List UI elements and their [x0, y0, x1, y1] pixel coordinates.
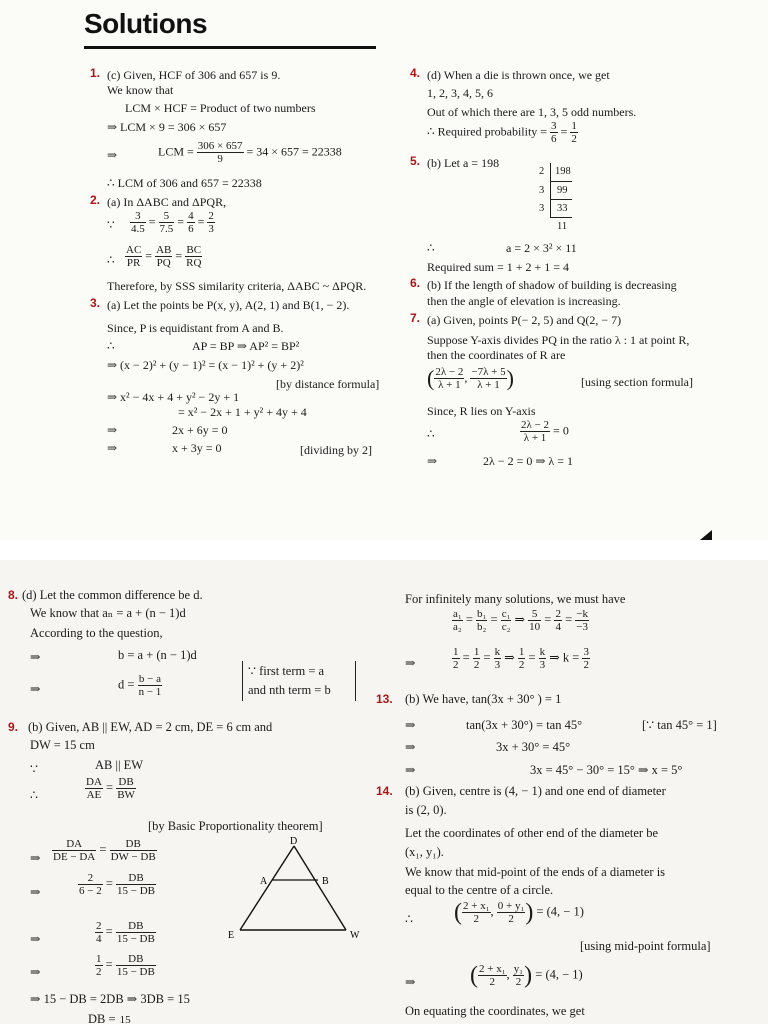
q9-arrow7: ⇒ — [30, 885, 41, 899]
q2-bc-n: BC — [186, 244, 202, 256]
q13-line2-note: [∵ tan 45° = 1] — [642, 718, 717, 732]
q5-therefore: ∴ — [427, 241, 435, 255]
q9-line5: [by Basic Proportionality theorem] — [148, 819, 323, 833]
q9-l7-n1: 2 — [78, 872, 103, 885]
q12-k-frac — [575, 608, 589, 633]
q1-line1: (c) Given, HCF of 306 and 657 is 9. — [107, 68, 281, 82]
q3-line6: ⇒ x² − 4x + 4 + y² − 2y + 1 — [107, 390, 240, 404]
q1-lcm-result: = 34 × 657 = 22338 — [246, 144, 342, 159]
q9-l7-f1 — [78, 872, 103, 897]
q9-l4-f2 — [116, 776, 136, 801]
q9-line6: $\frac{DA}{DE - DA}$ = $\frac{DB}{DW - DB}$ — [53, 838, 156, 863]
q14-l7-d1: 2 — [473, 913, 480, 925]
q7-line6 — [520, 419, 569, 444]
q2-line1: (a) In ΔABC and ΔPQR, — [107, 195, 227, 209]
q9-number: 9. — [8, 720, 19, 734]
q5-div-h2 — [550, 199, 572, 200]
q7-eq-d: λ + 1 — [523, 432, 547, 444]
q12-line1: For infinitely many solutions, we must have — [405, 592, 626, 606]
q14-l9-n2: y₁ — [513, 963, 524, 975]
q4-f2-n: 1 — [571, 120, 577, 132]
q9-line3: AB || EW — [95, 758, 144, 772]
q14-line8: [using mid-point formula] — [580, 939, 711, 953]
q3-line1: (a) Let the points be P(x, y), A(2, 1) and B(1, − 2). — [107, 298, 350, 312]
q2-fd-n: 2 — [208, 210, 214, 222]
q7-line7: 2λ − 2 = 0 ⇒ λ = 1 — [483, 454, 573, 468]
q4-line3: Out of which there are 1, 3, 5 odd numbers. — [427, 105, 637, 119]
q7-cx-d: λ + 1 — [438, 379, 461, 391]
q4-line2: 1, 2, 3, 4, 5, 6 — [427, 86, 493, 100]
q5-div-h3 — [550, 217, 572, 218]
q12-ratio-row: $\frac{\text{a₁}}{\text{a₂}}$ = $\frac{\text{b₁}}{\text{b₂}}$ = $\frac{\text{c₁}}{\text{c₂}}$ ⇒ $\frac{5}{10}$ = $\frac{2}{4}$ = $\frac{-k}{-3}$ — [453, 608, 588, 633]
q9-l7-d2: 15 − DB — [117, 885, 156, 897]
q14-line10: On equating the coordinates, we get — [405, 1004, 585, 1018]
q14-l9-f1 — [478, 963, 507, 988]
q13-arrow2: ⇒ — [405, 718, 416, 732]
q14-l7-rparen: ) — [525, 899, 534, 926]
q14-l9-result: = (4, − 1) — [535, 967, 583, 982]
q12-5-n: 5 — [528, 608, 541, 621]
q7-cx — [434, 366, 464, 391]
q7-eq-zero: = 0 — [553, 423, 569, 438]
q12-k-d: −3 — [576, 621, 588, 633]
q9-arrow9: ⇒ — [30, 965, 41, 979]
q5-div-vline — [550, 163, 551, 217]
q3-line2: Since, P is equidistant from A and B. — [107, 321, 284, 335]
q9-l4-d1: AE — [86, 789, 102, 801]
q1-lcm-label: LCM = — [158, 144, 194, 159]
q12-row2: $\frac{1}{2}$ = $\frac{1}{2}$ = $\frac{k}{3}$ ⇒ $\frac{1}{2}$ = $\frac{k}{3}$ ⇒ k = $\frac{3}{2}$ — [453, 646, 589, 671]
q6-line1: (b) If the length of shadow of building is decreasing — [427, 278, 677, 292]
q3-number: 3. — [90, 296, 101, 310]
q5-div-3b: 3 — [539, 203, 545, 214]
q9-line2: DW = 15 cm — [30, 738, 95, 752]
q14-line6: equal to the centre of a circle. — [405, 883, 554, 897]
q1-line6: ∴ LCM of 306 and 657 = 22338 — [107, 176, 262, 190]
q9-l9-d1: 2 — [96, 966, 102, 978]
q9-l6-d1: DE − DA — [53, 851, 96, 863]
q4-line4: ∴ Required probability = $\frac{3}{6}$ = $\frac{1}{2}$ — [427, 120, 577, 145]
q1-denominator: 9 — [217, 153, 223, 165]
q9-line10: ⇒ 15 − DB = 2DB ⇒ 3DB = 15 — [30, 992, 190, 1006]
q12-2-n: 2 — [555, 608, 561, 620]
q13-line1: (b) We have, tan(3x + 30° ) = 1 — [405, 692, 562, 706]
q14-l7-lparen: ( — [454, 899, 462, 926]
q14-l9-n1: 2 + x₁ — [479, 963, 506, 975]
q7-section-note: [using section formula] — [581, 375, 693, 389]
q8-bracket-line1: ∵ first term = a — [248, 664, 325, 678]
q3-line7: = x² − 2x + 1 + y² + 4y + 4 — [178, 405, 307, 419]
q12-r2-n2: 1 — [473, 646, 480, 658]
q7-therefore: ∴ — [427, 427, 435, 441]
q13-line3: 3x + 30° = 45° — [496, 740, 571, 754]
q9-fig-label-a: A — [260, 876, 268, 887]
q9-arrow8: ⇒ — [30, 932, 41, 946]
q3-line9-note: [dividing by 2] — [300, 443, 372, 457]
q14-line9: ( $\frac{\text{2 + x₁}}{2}$ , $\frac{\text{y₁}}{2}$ ) = (4, − 1) — [470, 962, 583, 989]
q2-fb-n: 5 — [159, 210, 175, 223]
q5-div-198: 198 — [555, 166, 571, 177]
q7-cy-d: λ + 1 — [477, 379, 500, 391]
q9-l6-f2 — [110, 838, 157, 863]
q12-r2-d4: 2 — [518, 659, 525, 671]
bottom-page — [0, 560, 768, 1024]
q4-number: 4. — [410, 66, 421, 80]
q7-line1: (a) Given, points P(− 2, 5) and Q(2, − 7) — [427, 313, 622, 327]
q2-ab-d: PQ — [156, 257, 171, 269]
q9-fig-label-w: W — [350, 930, 360, 940]
q13-number: 13. — [376, 692, 393, 706]
q9-line1: (b) Given, AB || EW, AD = 2 cm, DE = 6 cm and — [28, 720, 273, 734]
q8-number: 8. — [8, 588, 19, 602]
q9-l6-n2: DB — [110, 838, 157, 851]
q12-r2-d5: 3 — [539, 659, 546, 671]
q8-line1: (d) Let the common difference be d. — [22, 588, 203, 602]
q9-l9-f2 — [116, 953, 156, 978]
q2-ratio-row2: $\frac{AC}{PR}$ = $\frac{AB}{PQ}$ = $\frac{BC}{RQ}$ — [126, 244, 202, 269]
q5-line3: Required sum = 1 + 2 + 1 = 4 — [427, 260, 570, 274]
q9-l8-d2: 15 − DB — [116, 933, 155, 945]
q9-l7-f2 — [116, 872, 156, 897]
q5-div-11: 11 — [557, 221, 568, 232]
q2-bc-d: RQ — [186, 257, 202, 269]
q12-r2-n5: k — [539, 646, 546, 658]
q12-r2-f1 — [452, 646, 460, 671]
q12-5-frac — [528, 608, 541, 633]
q12-arrow: ⇒ — [405, 656, 416, 670]
q1-number: 1. — [90, 66, 101, 80]
q7-number: 7. — [410, 311, 421, 325]
q2-therefore: ∴ — [107, 253, 115, 267]
q9-l8-n2: DB — [116, 920, 156, 933]
q9-therefore: ∴ — [30, 788, 38, 802]
q8-d-d: n − 1 — [138, 686, 162, 698]
q7-eq-frac — [520, 419, 550, 444]
q8-d-label: d = — [118, 677, 135, 692]
q2-ac-n: AC — [126, 244, 142, 256]
q5-number: 5. — [410, 154, 421, 168]
q2-number: 2. — [90, 193, 101, 207]
q9-line9: $\frac{1}{2}$ = $\frac{DB}{15 - DB}$ — [96, 953, 155, 978]
q5-div-h1 — [550, 181, 572, 182]
q9-l9-f1 — [95, 953, 103, 978]
q1-arrow: ⇒ — [107, 148, 118, 162]
q9-line4: $\frac{DA}{AE}$ = $\frac{DB}{BW}$ — [86, 776, 135, 801]
q2-fb-d: 7.5 — [159, 223, 174, 235]
q14-line5: We know that mid-point of the ends of a diameter is — [405, 865, 666, 879]
q8-arrow5: ⇒ — [30, 682, 41, 696]
q12-r2-f2 — [473, 646, 481, 671]
page-gap — [0, 540, 768, 560]
q12-c-frac — [501, 608, 512, 633]
q3-therefore: ∴ — [107, 339, 115, 353]
q9-fig-label-e: E — [228, 930, 235, 940]
q14-line7: ( $\frac{\text{2 + x₁}}{2}$ , $\frac{\text{0 + y₁}}{2}$ ) = (4, − 1) — [454, 899, 584, 926]
q14-l9-rparen: ) — [524, 962, 533, 989]
q2-frac-c — [187, 210, 195, 235]
q8-arrow4: ⇒ — [30, 650, 41, 664]
q12-c-d: c₂ — [501, 621, 511, 633]
q14-line1: (b) Given, centre is (4, − 1) and one end of diameter — [405, 784, 666, 798]
q8-bracket-line2: and nth term = b — [248, 683, 331, 697]
q9-l9-n1: 1 — [96, 953, 102, 965]
q14-l9-lparen: ( — [470, 962, 478, 989]
q12-2-frac — [554, 608, 562, 633]
q12-b-d: b₂ — [477, 621, 487, 633]
q5-div-3a: 3 — [539, 185, 545, 196]
q1-numerator: 306 × 657 — [197, 140, 243, 152]
q13-arrow3: ⇒ — [405, 740, 416, 754]
q13-arrow4: ⇒ — [405, 763, 416, 777]
q9-line7: $\frac{2}{6 - 2}$ = $\frac{DB}{15 - DB}$ — [79, 872, 156, 897]
q12-5-d: 10 — [529, 621, 541, 633]
q14-arrow9: ⇒ — [405, 975, 416, 989]
q4-line1: (d) When a die is thrown once, we get — [427, 68, 610, 82]
q2-ab-n: AB — [156, 244, 172, 256]
q9-l9-n2: DB — [116, 953, 156, 966]
q12-b-frac — [476, 608, 487, 633]
q8-d-frac — [138, 673, 163, 698]
q2-line4: Therefore, by SSS similarity criteria, ΔABC ~ ΔPQR. — [107, 279, 367, 293]
q12-r2-d1: 2 — [453, 659, 459, 671]
q14-line2: is (2, 0). — [405, 803, 447, 817]
q7-cy — [470, 366, 506, 391]
q12-r2-n6: 3 — [583, 646, 589, 658]
page-corner-mark — [700, 530, 712, 540]
q12-r2-f6 — [582, 646, 590, 671]
q3-arrow8: ⇒ — [107, 423, 118, 437]
q9-line11 — [88, 1012, 132, 1024]
q12-a-n: a₁ — [453, 608, 462, 620]
q7-cx-n: 2λ − 2 — [435, 366, 464, 378]
page-title: Solutions — [84, 8, 208, 39]
q9-l8-d1: 4 — [96, 933, 102, 945]
q9-l6-f1 — [52, 838, 96, 863]
q1-line3: LCM × HCF = Product of two numbers — [125, 101, 316, 115]
q9-l6-d2: DW − DB — [110, 851, 156, 863]
q2-ratio-row1: $\frac{3}{4.5}$ = $\frac{5}{7.5}$ = $\frac{4}{6}$ = $\frac{2}{3}$ — [131, 210, 214, 235]
q8-line3: According to the question, — [30, 626, 163, 640]
q9-l4-n1: DA — [86, 776, 102, 788]
q5-div-99: 99 — [557, 185, 568, 196]
q9-l4-d2: BW — [117, 789, 135, 801]
q2-frac-b — [159, 210, 175, 235]
q9-fig-label-d: D — [290, 836, 298, 847]
q9-db-frac — [119, 1014, 132, 1024]
q12-r2-d6: 2 — [583, 659, 589, 671]
q14-l9-f2 — [513, 963, 524, 988]
q2-frac-d — [207, 210, 215, 235]
q9-fig-side-dw — [294, 846, 346, 930]
q14-l7-result: = (4, − 1) — [536, 904, 584, 919]
q2-frac-ab — [155, 244, 172, 269]
q9-because: ∵ — [30, 762, 38, 776]
q12-r2-d3: 3 — [494, 659, 501, 671]
q14-number: 14. — [376, 784, 393, 798]
q8-line5 — [118, 673, 162, 698]
q2-frac-ac — [125, 244, 142, 269]
q8-line4: b = a + (n − 1)d — [118, 648, 197, 662]
q9-l7-d1: 6 − 2 — [79, 885, 102, 897]
q9-l7-n2: DB — [116, 872, 156, 885]
q4-f1-d: 6 — [551, 133, 557, 145]
q13-line4: 3x = 45° − 30° = 15° ⇒ x = 5° — [530, 763, 683, 777]
q14-l7-f2 — [497, 900, 526, 925]
q3-line4: ⇒ (x − 2)² + (y − 1)² = (x − 1)² + (y + 2)² — [107, 358, 304, 372]
q9-triangle-figure — [228, 836, 368, 940]
q1-line4: ⇒ LCM × 9 = 306 × 657 — [107, 120, 227, 134]
q9-l8-f2 — [116, 920, 156, 945]
q9-l8-n1: 2 — [96, 920, 102, 932]
q4-f2-d: 2 — [571, 133, 577, 145]
q2-fd-d: 3 — [208, 223, 214, 235]
q1-lcm-fraction — [197, 140, 244, 165]
q12-r2-n1: 1 — [453, 646, 459, 658]
q4-f1-n: 3 — [551, 120, 557, 132]
q9-fig-side-de — [240, 846, 294, 930]
q4-frac2 — [570, 120, 578, 145]
q7-arrow7: ⇒ — [427, 454, 438, 468]
q12-r2-f5 — [539, 646, 547, 671]
q5-line1: (b) Let a = 198 — [427, 156, 500, 170]
q7-line2: Suppose Y-axis divides PQ in the ratio λ : 1 at point R, — [427, 333, 690, 347]
q12-2-d: 4 — [555, 621, 561, 633]
q3-line5: [by distance formula] — [276, 377, 380, 391]
q7-rparen: ) — [506, 365, 514, 391]
q14-l9-d2: 2 — [515, 976, 522, 988]
q14-l7-f1 — [462, 900, 491, 925]
q12-a-d: a₂ — [453, 621, 462, 633]
q5-div-33: 33 — [557, 203, 568, 214]
q12-k-n: −k — [576, 608, 588, 620]
q12-c-n: c₁ — [501, 608, 511, 620]
q6-line2: then the angle of elevation is increasing. — [427, 294, 621, 308]
q2-fa-d: 4.5 — [131, 223, 145, 235]
q13-line2: tan(3x + 30°) = tan 45° — [466, 718, 583, 732]
q7-cy-n: −7λ + 5 — [471, 366, 506, 378]
q14-therefore: ∴ — [405, 912, 413, 926]
q14-l9-d1: 2 — [489, 976, 496, 988]
q2-because: ∵ — [107, 218, 115, 232]
q7-lparen: ( — [427, 365, 435, 391]
q14-line4: (x₁, y₁). — [405, 845, 444, 859]
q12-r2-n4: 1 — [518, 646, 525, 658]
q2-frac-bc — [185, 244, 202, 269]
q5-div-2: 2 — [539, 166, 545, 177]
q3-line8: 2x + 6y = 0 — [172, 423, 228, 437]
q2-ac-d: PR — [126, 257, 141, 269]
q2-frac-a — [130, 210, 146, 235]
q12-r2-n3: k — [494, 646, 501, 658]
q12-a-frac — [452, 608, 463, 633]
q14-l7-n1: 2 + x₁ — [463, 900, 490, 912]
q5-line2: a = 2 × 3² × 11 — [506, 241, 577, 255]
q7-line5: Since, R lies on Y-axis — [427, 404, 536, 418]
q2-fa-n: 3 — [130, 210, 146, 223]
q12-r2-d2: 2 — [473, 659, 480, 671]
q9-arrow6: ⇒ — [30, 851, 41, 865]
q7-line3: then the coordinates of R are — [427, 348, 566, 362]
q4-prob-label: ∴ Required probability = — [427, 124, 548, 139]
q9-l9-d2: 15 − DB — [116, 966, 155, 978]
q9-db-label: DB = — [88, 1012, 116, 1024]
q2-fc-n: 4 — [188, 210, 194, 222]
q3-line3: AP = BP ⇒ AP² = BP² — [192, 339, 300, 353]
q8-line2: We know that aₙ = a + (n − 1)d — [30, 606, 186, 620]
q9-db-n: 15 — [119, 1014, 132, 1024]
title-underline — [84, 46, 376, 49]
q1-lcm-eq — [158, 140, 342, 165]
q4-frac1 — [550, 120, 558, 145]
q14-l7-n2: 0 + y₁ — [497, 900, 525, 912]
q3-arrow9: ⇒ — [107, 441, 118, 455]
q7-eq-n: 2λ − 2 — [521, 419, 550, 431]
q1-line2: We know that — [107, 83, 174, 97]
q12-r2-f4 — [518, 646, 526, 671]
q12-r2-f3 — [494, 646, 502, 671]
q9-l4-n2: DB — [116, 776, 136, 789]
q6-number: 6. — [410, 276, 421, 290]
q8-d-n: b − a — [138, 673, 161, 685]
q14-l7-d2: 2 — [508, 913, 514, 925]
q9-fig-label-b: B — [322, 876, 329, 887]
q7-coords: ( $\frac{2\lambda - 2}{\lambda + 1}$ , $\frac{-7\lambda + 5}{\lambda + 1}$ ) — [427, 365, 514, 391]
q9-line8: $\frac{2}{4}$ = $\frac{DB}{15 - DB}$ — [96, 920, 155, 945]
q12-b-n: b₁ — [477, 608, 487, 620]
q9-l8-f1 — [95, 920, 103, 945]
q3-line9: x + 3y = 0 — [172, 441, 222, 455]
q9-l6-n1: DA — [52, 838, 96, 851]
q9-l4-f1 — [85, 776, 103, 801]
q14-line3: Let the coordinates of other end of the diameter be — [405, 826, 659, 840]
q2-fc-d: 6 — [188, 223, 194, 235]
